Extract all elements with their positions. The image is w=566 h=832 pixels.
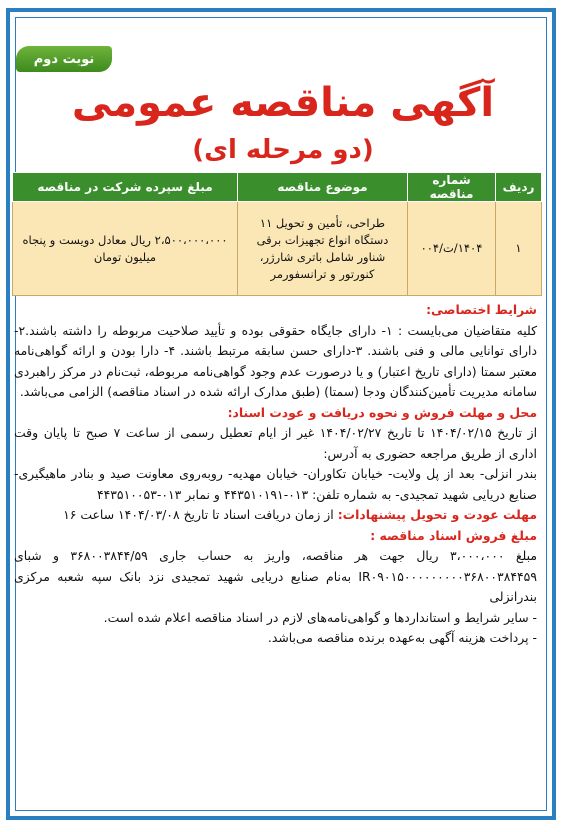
header-number: شماره مناقصه	[408, 173, 496, 202]
fee-text: مبلغ ۳،۰۰۰،۰۰۰ ریال جهت هر مناقصه، واریز به حساب جاری ۳۶۸۰۰۳۸۴۴/۵۹ و شبای IR۰۹۰۱۵۰۰۰۰۰۰۰۰۰۳۶۸۰۰۳۸۴۴۵۹ به‌نام صنایع دریایی شهید تمجیدی نزد بانک سپه شعبه مرکزی بندرانزلی	[14, 548, 537, 604]
sale-text: از تاریخ ۱۴۰۴/۰۲/۱۵ تا تاریخ ۱۴۰۴/۰۲/۲۷ غیر از ایام تعطیل رسمی از ساعت ۷ صبح تا پایان وقت اداری از طریق مراجعه حضوری به آدرس:	[14, 425, 538, 461]
table-header-row	[13, 173, 542, 202]
address-text: بندر انزلی- بعد از پل ولایت- خیابان تکاوران- خیابان مهدیه- روبه‌روی معاونت صید و بنادر ماهیگیری- صنایع دریایی شهید تمجیدی- به شماره تلفن: ۰۱۳-۴۴۳۵۱۰۱۹۱ و نمابر ۰۱۳-۴۴۳۵۱۰۰۵۳	[14, 466, 537, 502]
fee-heading: مبلغ فروش اسناد مناقصه :	[370, 527, 537, 543]
table-row	[13, 202, 542, 296]
cell-number: ۱۴۰۴/ت/۰۰۴	[408, 202, 496, 296]
cell-index: ۱	[496, 202, 542, 296]
conditions-heading: شرایط اختصاصی:	[426, 302, 537, 317]
header-subject: موضوع مناقصه	[238, 173, 408, 202]
sale-heading: محل و مهلت فروش و نحوه دریافت و عودت اسناد:	[227, 404, 537, 420]
deadline-paragraph	[14, 505, 537, 526]
header-index: ردیف	[496, 173, 542, 202]
header-deposit: مبلغ سپرده شرکت در مناقصه	[13, 173, 238, 202]
note-ad-cost: - پرداخت هزینه آگهی به‌عهده برنده مناقصه می‌باشد.	[267, 630, 537, 645]
notice-body	[14, 300, 537, 649]
notice-title: آگهی مناقصه عمومی	[71, 80, 495, 126]
conditions-text: کلیه متقاضیان می‌بایست : ۱- دارای جایگاه حقوقی بوده و تأیید صلاحیت مربوطه را داشته باشند.۲- دارای توانایی مالی و فنی باشند. ۳-دارای حسن سابقه مرتبط باشند. ۴- دارا بودن و ارائه گواهی‌نامه معتبر سمتا (دارای تاریخ اعتبار) و یا درصورت عدم وجود گواهی‌نامه مربوطه، ثبت‌نام در مرکز راهبردی سامانه مدیریت تأمین‌کنندگان ودجا (سمتا) (طبق مدارک ارائه شده در اسناد مناقصه) الزامی می‌باشد.	[14, 322, 537, 399]
deadline-heading: مهلت عودت و تحویل پیشنهادات:	[337, 507, 537, 522]
tender-table	[12, 172, 542, 296]
cell-deposit: ۲،۵۰۰،۰۰۰،۰۰۰ ریال معادل دویست و پنجاه میلیون تومان	[13, 202, 238, 296]
deadline-text: از زمان دریافت اسناد تا تاریخ ۱۴۰۴/۰۳/۰۸ ساعت ۱۶	[63, 507, 334, 522]
notice-subtitle: (دو مرحله ای)	[192, 135, 374, 165]
second-publication-badge: نوبت دوم	[16, 46, 112, 72]
cell-subject: طراحی، تأمین و تحویل ۱۱ دستگاه انواع تجهیزات برقی شناور شامل باتری شارژر، کنورتور و ترانسفورمر	[238, 202, 408, 296]
note-standards: - سایر شرایط و استانداردها و گواهی‌نامه‌های لازم در اسناد مناقصه اعلام شده است.	[103, 609, 537, 625]
